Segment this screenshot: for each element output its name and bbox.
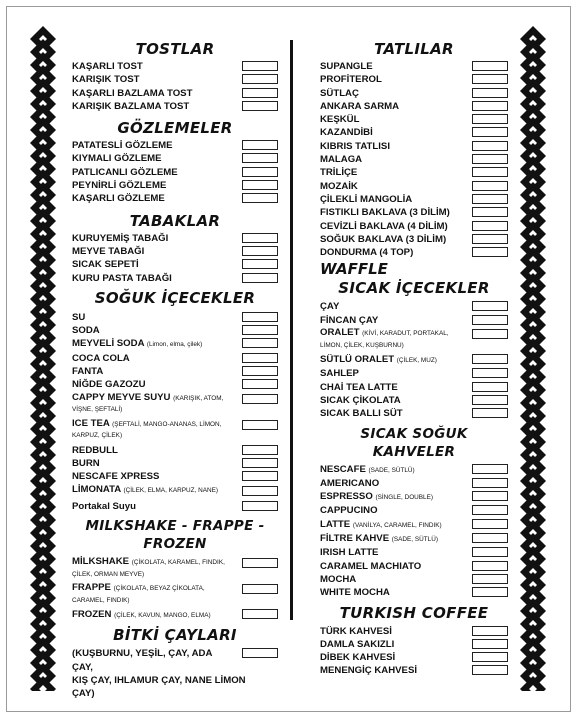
quantity-box[interactable] <box>242 609 278 619</box>
menu-item: MEYVE TABAĞI <box>72 245 278 258</box>
menu-item: KIBRIS TATLISI <box>320 140 508 153</box>
quantity-box[interactable] <box>472 127 508 137</box>
quantity-box[interactable] <box>472 491 508 501</box>
quantity-box[interactable] <box>472 329 508 339</box>
quantity-box[interactable] <box>472 519 508 529</box>
menu-item: SICAK SEPETİ <box>72 258 278 271</box>
menu-item: FİNCAN ÇAY <box>320 314 508 327</box>
menu-item: COCA COLA <box>72 352 278 365</box>
menu-item: FİLTRE KAHVE (SADE, SÜTLÜ) <box>320 532 508 546</box>
menu-item: LATTE (VANİLYA, CARAMEL, FINDIK) <box>320 518 508 532</box>
menu-item: DAMLA SAKIZLI <box>320 638 508 651</box>
quantity-box[interactable] <box>242 394 278 404</box>
menu-item: MOCHA <box>320 573 508 586</box>
quantity-box[interactable] <box>242 233 278 243</box>
section-title-milkshake-frappe-frozen: MILKSHAKE - FRAPPE - FROZEN <box>85 518 265 553</box>
menu-item: CARAMEL MACHIATO <box>320 560 508 573</box>
menu-item: KAŞARLI GÖZLEME <box>72 192 278 205</box>
menu-item: SICAK ÇİKOLATA <box>320 394 508 407</box>
quantity-box[interactable] <box>242 420 278 430</box>
quantity-box[interactable] <box>242 501 278 511</box>
menu-item: SICAK BALLI SÜT <box>320 407 508 420</box>
quantity-box[interactable] <box>472 74 508 84</box>
menu-item: KAŞARLI TOST <box>72 60 278 73</box>
quantity-box[interactable] <box>242 366 278 376</box>
quantity-box[interactable] <box>472 247 508 257</box>
quantity-box[interactable] <box>472 61 508 71</box>
menu-item: KARIŞIK BAZLAMA TOST <box>72 100 278 113</box>
menu-item: BURN <box>72 457 278 470</box>
left-menu-column <box>72 40 278 701</box>
quantity-box[interactable] <box>472 141 508 151</box>
quantity-box[interactable] <box>472 574 508 584</box>
menu-item: SUPANGLE <box>320 60 508 73</box>
menu-item: ESPRESSO (SİNGLE, DOUBLE) <box>320 490 508 504</box>
menu-item: FANTA <box>72 365 278 378</box>
menu-item: NESCAFE XPRESS <box>72 470 278 483</box>
quantity-box[interactable] <box>472 395 508 405</box>
menu-item: NESCAFE (SADE, SÜTLÜ) <box>320 463 508 477</box>
quantity-box[interactable] <box>242 74 278 84</box>
quantity-box[interactable] <box>242 353 278 363</box>
left-diamond-border <box>30 26 56 691</box>
quantity-box[interactable] <box>472 505 508 515</box>
right-diamond-border <box>520 26 546 691</box>
menu-item: KEŞKÜL <box>320 113 508 126</box>
menu-item: FISTIKLI BAKLAVA (3 DİLİM) <box>320 206 508 219</box>
quantity-box[interactable] <box>242 338 278 348</box>
quantity-box[interactable] <box>242 558 278 568</box>
section-title-gozlemeler: GÖZLEMELER <box>117 119 233 138</box>
menu-item: KAZANDİBİ <box>320 126 508 139</box>
section-title-soguk-icecekler: SOĞUK İÇECEKLER <box>94 288 256 307</box>
quantity-box[interactable] <box>472 301 508 311</box>
quantity-box[interactable] <box>472 88 508 98</box>
quantity-box[interactable] <box>472 101 508 111</box>
quantity-box[interactable] <box>472 478 508 488</box>
quantity-box[interactable] <box>472 547 508 557</box>
right-menu-column <box>320 40 508 678</box>
menu-item: TÜRK KAHVESİ <box>320 625 508 638</box>
section-title-bitki-caylari: BİTKİ ÇAYLARI <box>113 626 237 645</box>
quantity-box[interactable] <box>472 533 508 543</box>
menu-item: TRİLİÇE <box>320 166 508 179</box>
diamond-pattern-icon <box>520 26 546 691</box>
quantity-box[interactable] <box>472 167 508 177</box>
menu-item: KIŞ ÇAY, IHLAMUR ÇAY, NANE LİMON ÇAY) <box>72 675 246 700</box>
section-title-tatlilar: TATLILAR <box>374 40 454 58</box>
menu-item: Portakal Suyu <box>72 500 278 513</box>
menu-item: DONDURMA (4 TOP) <box>320 246 508 259</box>
menu-item: PATATESLİ GÖZLEME <box>72 139 278 152</box>
diamond-pattern-icon <box>30 26 56 691</box>
menu-item: KIYMALI GÖZLEME <box>72 152 278 165</box>
menu-item: FROZEN (ÇİLEK, KAVUN, MANGO, ELMA) <box>72 608 278 622</box>
menu-item: MOZAİK <box>320 180 508 193</box>
quantity-box[interactable] <box>242 88 278 98</box>
quantity-box[interactable] <box>472 221 508 231</box>
quantity-box[interactable] <box>472 587 508 597</box>
menu-item: MALAGA <box>320 153 508 166</box>
menu-item: SÜTLÜ ORALET (ÇİLEK, MUZ) <box>320 353 508 367</box>
menu-item: FRAPPE (ÇİKOLATA, BEYAZ ÇİKOLATA, CARAMEL, FINDIK) <box>72 582 278 608</box>
quantity-box[interactable] <box>242 458 278 468</box>
quantity-box[interactable] <box>472 207 508 217</box>
quantity-box[interactable] <box>472 368 508 378</box>
quantity-box[interactable] <box>242 153 278 163</box>
menu-item: ICE TEA (ŞEFTALİ, MANGO-ANANAS, LİMON, KARPUZ, ÇİLEK) <box>72 418 278 444</box>
section-title-tabaklar: TABAKLAR <box>129 211 221 230</box>
menu-item: IRISH LATTE <box>320 546 508 559</box>
quantity-box[interactable] <box>472 382 508 392</box>
quantity-box[interactable] <box>472 181 508 191</box>
quantity-box[interactable] <box>242 193 278 203</box>
menu-item: SU <box>72 311 278 324</box>
section-title-turkish-coffee: TURKISH COFFEE <box>339 603 489 622</box>
quantity-box[interactable] <box>242 445 278 455</box>
quantity-box[interactable] <box>242 486 278 496</box>
section-title-tostlar: TOSTLAR <box>135 40 215 58</box>
menu-item: SÜTLAÇ <box>320 87 508 100</box>
menu-item: MENENGİÇ KAHVESİ <box>320 664 508 677</box>
menu-item: CAPPUCINO <box>320 504 508 517</box>
quantity-box[interactable] <box>242 312 278 322</box>
menu-item: DİBEK KAHVESİ <box>320 651 508 664</box>
quantity-box[interactable] <box>472 114 508 124</box>
quantity-box[interactable] <box>242 180 278 190</box>
quantity-box[interactable] <box>472 194 508 204</box>
quantity-box[interactable] <box>472 652 508 662</box>
menu-item: NİĞDE GAZOZU <box>72 378 278 391</box>
menu-item: ÇAY <box>320 300 508 313</box>
quantity-box[interactable] <box>472 464 508 474</box>
quantity-box[interactable] <box>242 101 278 111</box>
quantity-box[interactable] <box>242 61 278 71</box>
quantity-box[interactable] <box>242 167 278 177</box>
quantity-box[interactable] <box>472 639 508 649</box>
section-title-sicak-soguk-kahveler: SICAK SOĞUK KAHVELER <box>360 425 468 460</box>
menu-item: SOĞUK BAKLAVA (3 DİLİM) <box>320 233 508 246</box>
quantity-box[interactable] <box>472 234 508 244</box>
quantity-box[interactable] <box>242 584 278 594</box>
menu-item: PROFİTEROL <box>320 73 508 86</box>
menu-item: WHITE MOCHA <box>320 586 508 599</box>
menu-item: KURUYEMİŞ TABAĞI <box>72 232 278 245</box>
menu-item: (KUŞBURNU, YEŞİL, ÇAY, ADA ÇAY, <box>72 647 278 674</box>
column-divider <box>290 40 293 620</box>
menu-item: LİMONATA (ÇİLEK, ELMA, KARPUZ, NANE) <box>72 484 278 500</box>
quantity-box[interactable] <box>242 648 278 658</box>
menu-item: KARIŞIK TOST <box>72 73 278 86</box>
section-title-sicak-icecekler: SICAK İÇECEKLER <box>338 279 490 298</box>
quantity-box[interactable] <box>242 379 278 389</box>
menu-item: AMERICANO <box>320 477 508 490</box>
menu-item: PEYNİRLİ GÖZLEME <box>72 179 278 192</box>
quantity-box[interactable] <box>472 561 508 571</box>
quantity-box[interactable] <box>242 273 278 283</box>
quantity-box[interactable] <box>242 325 278 335</box>
menu-item: PATLICANLI GÖZLEME <box>72 166 278 179</box>
quantity-box[interactable] <box>472 354 508 364</box>
menu-item: ORALET (KİVİ, KARADUT, PORTAKAL, LİMON, ÇİLEK, KUŞBURNU) <box>320 327 508 353</box>
menu-item: SAHLEP <box>320 367 508 380</box>
menu-item: ANKARA SARMA <box>320 100 508 113</box>
menu-item: MEYVELİ SODA (Limon, elma, çilek) <box>72 337 278 351</box>
menu-item: ÇİLEKLİ MANGOLİA <box>320 193 508 206</box>
quantity-box[interactable] <box>472 315 508 325</box>
menu-item: MİLKSHAKE (ÇİKOLATA, KARAMEL, FINDIK, ÇİLEK, ORMAN MEYVE) <box>72 556 278 582</box>
menu-item: REDBULL <box>72 444 278 457</box>
menu-item: SODA <box>72 324 278 337</box>
quantity-box[interactable] <box>242 259 278 269</box>
quantity-box[interactable] <box>472 626 508 636</box>
quantity-box[interactable] <box>242 246 278 256</box>
menu-item: KAŞARLI BAZLAMA TOST <box>72 87 278 100</box>
menu-item: CAPPY MEYVE SUYU (KARIŞIK, ATOM, VİŞNE, ŞEFTALİ) <box>72 392 278 418</box>
menu-item: CEVİZLİ BAKLAVA (4 DİLİM) <box>320 220 508 233</box>
quantity-box[interactable] <box>472 154 508 164</box>
menu-item: CHAİ TEA LATTE <box>320 381 508 394</box>
quantity-box[interactable] <box>472 665 508 675</box>
quantity-box[interactable] <box>242 471 278 481</box>
menu-item: KURU PASTA TABAĞI <box>72 272 278 285</box>
quantity-box[interactable] <box>472 408 508 418</box>
quantity-box[interactable] <box>242 140 278 150</box>
section-title-waffle: WAFFLE <box>320 260 388 279</box>
